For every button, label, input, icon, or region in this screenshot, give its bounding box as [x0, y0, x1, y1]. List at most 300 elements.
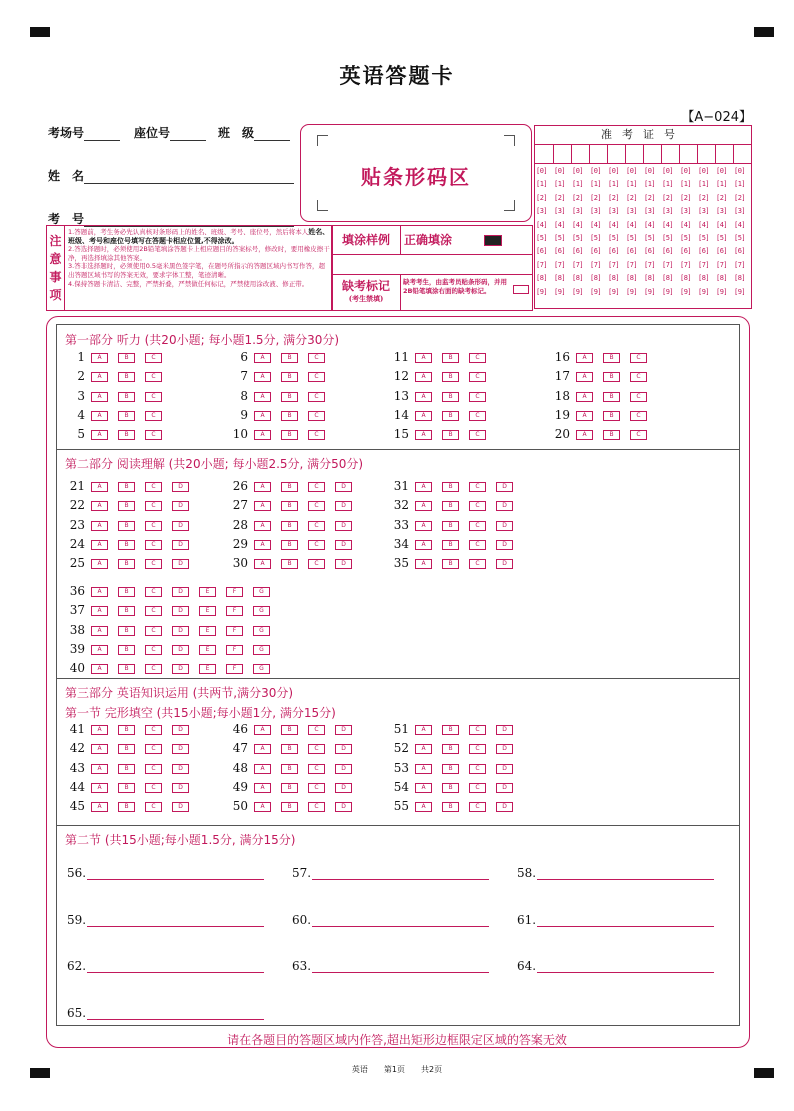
answer-bubble-8-c[interactable]: C [308, 392, 325, 402]
answer-bubble-51-d[interactable]: D [496, 725, 513, 735]
answer-bubble-33-c[interactable]: C [469, 521, 486, 531]
admission-digit-bubble[interactable]: [8] [680, 274, 692, 283]
answer-bubble-36-e[interactable]: E [199, 587, 216, 597]
answer-bubble-24-b[interactable]: B [118, 540, 135, 550]
admission-cell[interactable] [535, 144, 554, 163]
answer-bubble-47-a[interactable]: A [254, 744, 271, 754]
answer-bubble-34-d[interactable]: D [496, 540, 513, 550]
answer-bubble-14-b[interactable]: B [442, 411, 459, 421]
admission-digit-bubble[interactable]: [5] [662, 234, 674, 242]
answer-bubble-38-g[interactable]: G [253, 626, 270, 636]
exam-room-field[interactable]: 考场号 [48, 124, 120, 141]
admission-digit-bubble[interactable]: [3] [680, 207, 692, 216]
admission-digit-bubble[interactable]: [8] [662, 274, 674, 283]
answer-bubble-40-a[interactable]: A [91, 664, 108, 674]
answer-bubble-41-a[interactable]: A [91, 725, 108, 735]
admission-digit-bubble[interactable]: [6] [716, 247, 728, 256]
answer-bubble-36-b[interactable]: B [118, 587, 135, 597]
admission-cell[interactable] [625, 144, 644, 163]
answer-bubble-6-b[interactable]: B [281, 353, 298, 363]
admission-digit-bubble[interactable]: [6] [608, 247, 620, 256]
admission-digit-bubble[interactable]: [2] [662, 193, 674, 202]
admission-digit-bubble[interactable]: [1] [608, 180, 620, 189]
admission-digit-bubble[interactable]: [7] [536, 260, 548, 269]
answer-bubble-51-c[interactable]: C [469, 725, 486, 735]
answer-bubble-7-a[interactable]: A [254, 372, 271, 382]
answer-bubble-12-b[interactable]: B [442, 372, 459, 382]
admission-digit-bubble[interactable]: [2] [536, 193, 548, 202]
answer-bubble-39-e[interactable]: E [199, 645, 216, 655]
answer-bubble-55-d[interactable]: D [496, 802, 513, 812]
answer-bubble-15-c[interactable]: C [469, 430, 486, 440]
answer-bubble-2-a[interactable]: A [91, 372, 108, 382]
answer-bubble-39-b[interactable]: B [118, 645, 135, 655]
answer-blank-63[interactable] [312, 972, 489, 973]
answer-bubble-28-b[interactable]: B [281, 521, 298, 531]
answer-bubble-40-c[interactable]: C [145, 664, 162, 674]
answer-bubble-48-a[interactable]: A [254, 764, 271, 774]
answer-bubble-14-a[interactable]: A [415, 411, 432, 421]
answer-bubble-24-a[interactable]: A [91, 540, 108, 550]
answer-bubble-32-b[interactable]: B [442, 501, 459, 511]
admission-digit-bubble[interactable]: [0] [554, 167, 566, 175]
answer-bubble-52-d[interactable]: D [496, 744, 513, 754]
admission-digit-bubble[interactable]: [6] [680, 247, 692, 256]
answer-bubble-38-e[interactable]: E [199, 626, 216, 636]
answer-bubble-45-c[interactable]: C [145, 802, 162, 812]
answer-bubble-11-a[interactable]: A [415, 353, 432, 363]
admission-digit-bubble[interactable]: [4] [716, 220, 728, 229]
answer-bubble-17-a[interactable]: A [576, 372, 593, 382]
admission-cell[interactable] [661, 144, 680, 163]
admission-digit-bubble[interactable]: [7] [590, 260, 602, 269]
admission-digit-bubble[interactable]: [2] [590, 193, 602, 202]
answer-bubble-40-b[interactable]: B [118, 664, 135, 674]
admission-digit-bubble[interactable]: [6] [644, 247, 656, 256]
admission-digit-bubble[interactable]: [2] [644, 193, 656, 202]
answer-bubble-18-b[interactable]: B [603, 392, 620, 402]
admission-digit-bubble[interactable]: [4] [680, 220, 692, 229]
admission-digit-bubble[interactable]: [6] [590, 247, 602, 256]
answer-bubble-42-b[interactable]: B [118, 744, 135, 754]
admission-digit-bubble[interactable]: [0] [716, 167, 728, 175]
admission-digit-bubble[interactable]: [9] [608, 287, 620, 296]
admission-digit-bubble[interactable]: [8] [554, 274, 566, 283]
answer-bubble-30-d[interactable]: D [335, 559, 352, 569]
answer-bubble-3-c[interactable]: C [145, 392, 162, 402]
answer-bubble-25-a[interactable]: A [91, 559, 108, 569]
answer-bubble-40-e[interactable]: E [199, 664, 216, 674]
admission-digit-bubble[interactable]: [3] [716, 207, 728, 216]
admission-digit-bubble[interactable]: [1] [572, 180, 584, 189]
answer-bubble-13-b[interactable]: B [442, 392, 459, 402]
admission-digit-bubble[interactable]: [3] [572, 207, 584, 216]
absent-mark-checkbox[interactable] [513, 285, 529, 294]
answer-bubble-32-a[interactable]: A [415, 501, 432, 511]
answer-bubble-24-c[interactable]: C [145, 540, 162, 550]
answer-bubble-24-d[interactable]: D [172, 540, 189, 550]
answer-bubble-43-b[interactable]: B [118, 764, 135, 774]
admission-cell[interactable] [589, 144, 608, 163]
answer-bubble-11-b[interactable]: B [442, 353, 459, 363]
answer-bubble-55-c[interactable]: C [469, 802, 486, 812]
answer-bubble-39-f[interactable]: F [226, 645, 243, 655]
answer-bubble-27-c[interactable]: C [308, 501, 325, 511]
answer-bubble-26-c[interactable]: C [308, 482, 325, 492]
answer-bubble-51-b[interactable]: B [442, 725, 459, 735]
answer-bubble-30-c[interactable]: C [308, 559, 325, 569]
answer-bubble-9-b[interactable]: B [281, 411, 298, 421]
answer-bubble-47-d[interactable]: D [335, 744, 352, 754]
answer-bubble-14-c[interactable]: C [469, 411, 486, 421]
answer-bubble-46-c[interactable]: C [308, 725, 325, 735]
answer-bubble-34-c[interactable]: C [469, 540, 486, 550]
admission-digit-bubble[interactable]: [8] [572, 274, 584, 283]
answer-bubble-10-b[interactable]: B [281, 430, 298, 440]
answer-bubble-2-b[interactable]: B [118, 372, 135, 382]
admission-digit-bubble[interactable]: [2] [698, 193, 710, 202]
admission-cell[interactable] [715, 144, 734, 163]
answer-bubble-54-a[interactable]: A [415, 783, 432, 793]
admission-digit-bubble[interactable]: [6] [626, 247, 638, 256]
admission-cell[interactable] [733, 144, 751, 163]
admission-digit-bubble[interactable]: [6] [734, 247, 746, 256]
answer-bubble-43-a[interactable]: A [91, 764, 108, 774]
admission-digit-bubble[interactable]: [4] [590, 220, 602, 229]
admission-digit-bubble[interactable]: [4] [662, 220, 674, 229]
answer-bubble-39-d[interactable]: D [172, 645, 189, 655]
answer-bubble-31-a[interactable]: A [415, 482, 432, 492]
name-field[interactable]: 姓 名 [48, 167, 294, 184]
admission-digit-bubble[interactable]: [5] [536, 234, 548, 242]
answer-bubble-4-a[interactable]: A [91, 411, 108, 421]
answer-bubble-50-b[interactable]: B [281, 802, 298, 812]
admission-digit-bubble[interactable]: [3] [554, 207, 566, 216]
answer-bubble-22-d[interactable]: D [172, 501, 189, 511]
answer-bubble-28-c[interactable]: C [308, 521, 325, 531]
answer-bubble-21-d[interactable]: D [172, 482, 189, 492]
answer-bubble-8-b[interactable]: B [281, 392, 298, 402]
answer-bubble-1-b[interactable]: B [118, 353, 135, 363]
answer-bubble-37-g[interactable]: G [253, 606, 270, 616]
answer-bubble-29-c[interactable]: C [308, 540, 325, 550]
admission-cell[interactable] [679, 144, 698, 163]
answer-bubble-1-a[interactable]: A [91, 353, 108, 363]
admission-digit-bubble[interactable]: [8] [590, 274, 602, 283]
admission-digit-bubble[interactable]: [3] [662, 207, 674, 216]
admission-digit-bubble[interactable]: [1] [716, 180, 728, 189]
admission-digit-bubble[interactable]: [7] [698, 260, 710, 269]
answer-bubble-39-a[interactable]: A [91, 645, 108, 655]
answer-bubble-5-c[interactable]: C [145, 430, 162, 440]
admission-digit-bubble[interactable]: [4] [644, 220, 656, 229]
answer-bubble-17-c[interactable]: C [630, 372, 647, 382]
answer-bubble-23-d[interactable]: D [172, 521, 189, 531]
answer-bubble-46-a[interactable]: A [254, 725, 271, 735]
answer-bubble-48-c[interactable]: C [308, 764, 325, 774]
admission-digit-bubble[interactable]: [4] [734, 220, 746, 229]
answer-bubble-53-d[interactable]: D [496, 764, 513, 774]
answer-bubble-20-c[interactable]: C [630, 430, 647, 440]
admission-digit-bubble[interactable]: [0] [644, 167, 656, 175]
admission-digit-bubble[interactable]: [5] [626, 234, 638, 242]
admission-digit-bubble[interactable]: [9] [590, 287, 602, 296]
admission-digit-bubble[interactable]: [1] [734, 180, 746, 189]
answer-bubble-16-b[interactable]: B [603, 353, 620, 363]
admission-digit-bubble[interactable]: [5] [734, 234, 746, 242]
admission-digit-bubble[interactable]: [9] [698, 287, 710, 296]
admission-digit-bubble[interactable]: [2] [680, 193, 692, 202]
answer-blank-65[interactable] [87, 1019, 264, 1020]
admission-digit-bubble[interactable]: [9] [662, 287, 674, 296]
answer-bubble-37-b[interactable]: B [118, 606, 135, 616]
admission-digit-bubble[interactable]: [1] [626, 180, 638, 189]
answer-bubble-37-f[interactable]: F [226, 606, 243, 616]
answer-blank-60[interactable] [312, 926, 489, 927]
answer-bubble-36-a[interactable]: A [91, 587, 108, 597]
answer-bubble-20-b[interactable]: B [603, 430, 620, 440]
answer-bubble-49-a[interactable]: A [254, 783, 271, 793]
admission-digit-bubble[interactable]: [0] [680, 167, 692, 175]
admission-digit-bubble[interactable]: [5] [680, 234, 692, 242]
answer-bubble-9-c[interactable]: C [308, 411, 325, 421]
answer-bubble-13-a[interactable]: A [415, 392, 432, 402]
admission-digit-bubble[interactable]: [0] [590, 167, 602, 175]
answer-bubble-50-a[interactable]: A [254, 802, 271, 812]
answer-bubble-19-b[interactable]: B [603, 411, 620, 421]
answer-bubble-45-a[interactable]: A [91, 802, 108, 812]
admission-digit-bubble[interactable]: [1] [590, 180, 602, 189]
answer-bubble-27-b[interactable]: B [281, 501, 298, 511]
admission-digit-bubble[interactable]: [0] [572, 167, 584, 175]
admission-digit-bubble[interactable]: [7] [554, 260, 566, 269]
admission-digit-bubble[interactable]: [2] [608, 193, 620, 202]
answer-bubble-55-b[interactable]: B [442, 802, 459, 812]
admission-digit-bubble[interactable]: [8] [536, 274, 548, 283]
admission-digit-bubble[interactable]: [9] [536, 287, 548, 296]
admission-digit-bubble[interactable]: [8] [608, 274, 620, 283]
admission-digit-bubble[interactable]: [3] [590, 207, 602, 216]
answer-bubble-30-a[interactable]: A [254, 559, 271, 569]
answer-bubble-30-b[interactable]: B [281, 559, 298, 569]
admission-digit-bubble[interactable]: [4] [608, 220, 620, 229]
answer-bubble-53-c[interactable]: C [469, 764, 486, 774]
answer-blank-62[interactable] [87, 972, 264, 973]
admission-digit-bubble[interactable]: [8] [734, 274, 746, 283]
admission-cell[interactable] [553, 144, 572, 163]
answer-bubble-2-c[interactable]: C [145, 372, 162, 382]
admission-digit-bubble[interactable]: [9] [734, 287, 746, 296]
answer-bubble-29-b[interactable]: B [281, 540, 298, 550]
answer-bubble-6-c[interactable]: C [308, 353, 325, 363]
admission-digit-bubble[interactable]: [9] [680, 287, 692, 296]
answer-bubble-18-c[interactable]: C [630, 392, 647, 402]
answer-bubble-36-d[interactable]: D [172, 587, 189, 597]
admission-digit-bubble[interactable]: [8] [626, 274, 638, 283]
answer-bubble-39-c[interactable]: C [145, 645, 162, 655]
answer-bubble-48-d[interactable]: D [335, 764, 352, 774]
answer-blank-61[interactable] [537, 926, 714, 927]
admission-digit-bubble[interactable]: [9] [554, 287, 566, 296]
admission-digit-bubble[interactable]: [7] [626, 260, 638, 269]
answer-bubble-7-b[interactable]: B [281, 372, 298, 382]
answer-bubble-41-b[interactable]: B [118, 725, 135, 735]
admission-digit-bubble[interactable]: [3] [734, 207, 746, 216]
answer-bubble-5-a[interactable]: A [91, 430, 108, 440]
admission-digit-bubble[interactable]: [7] [680, 260, 692, 269]
answer-bubble-38-a[interactable]: A [91, 626, 108, 636]
answer-bubble-37-e[interactable]: E [199, 606, 216, 616]
answer-blank-56[interactable] [87, 879, 264, 880]
admission-digit-bubble[interactable]: [3] [608, 207, 620, 216]
admission-digit-bubble[interactable]: [6] [662, 247, 674, 256]
answer-bubble-25-c[interactable]: C [145, 559, 162, 569]
answer-bubble-16-c[interactable]: C [630, 353, 647, 363]
admission-digit-bubble[interactable]: [5] [608, 234, 620, 242]
answer-bubble-1-c[interactable]: C [145, 353, 162, 363]
answer-bubble-55-a[interactable]: A [415, 802, 432, 812]
answer-bubble-26-b[interactable]: B [281, 482, 298, 492]
admission-digit-bubble[interactable]: [2] [734, 193, 746, 202]
answer-bubble-8-a[interactable]: A [254, 392, 271, 402]
answer-bubble-4-b[interactable]: B [118, 411, 135, 421]
answer-bubble-45-d[interactable]: D [172, 802, 189, 812]
answer-bubble-54-d[interactable]: D [496, 783, 513, 793]
answer-bubble-25-b[interactable]: B [118, 559, 135, 569]
answer-bubble-18-a[interactable]: A [576, 392, 593, 402]
admission-digit-bubble[interactable]: [5] [716, 234, 728, 242]
answer-bubble-37-c[interactable]: C [145, 606, 162, 616]
answer-bubble-42-d[interactable]: D [172, 744, 189, 754]
answer-bubble-15-a[interactable]: A [415, 430, 432, 440]
answer-bubble-52-b[interactable]: B [442, 744, 459, 754]
answer-bubble-12-c[interactable]: C [469, 372, 486, 382]
answer-bubble-52-a[interactable]: A [415, 744, 432, 754]
answer-blank-57[interactable] [312, 879, 489, 880]
admission-digit-bubble[interactable]: [1] [698, 180, 710, 189]
admission-digit-bubble[interactable]: [8] [644, 274, 656, 283]
answer-bubble-47-c[interactable]: C [308, 744, 325, 754]
admission-cell[interactable] [643, 144, 662, 163]
answer-blank-58[interactable] [537, 879, 714, 880]
admission-digit-bubble[interactable]: [6] [698, 247, 710, 256]
answer-bubble-53-a[interactable]: A [415, 764, 432, 774]
admission-digit-bubble[interactable]: [9] [716, 287, 728, 296]
answer-bubble-21-b[interactable]: B [118, 482, 135, 492]
answer-bubble-52-c[interactable]: C [469, 744, 486, 754]
admission-digit-bubble[interactable]: [9] [626, 287, 638, 296]
admission-digit-bubble[interactable]: [1] [680, 180, 692, 189]
answer-bubble-45-b[interactable]: B [118, 802, 135, 812]
admission-digit-bubble[interactable]: [6] [572, 247, 584, 256]
answer-bubble-6-a[interactable]: A [254, 353, 271, 363]
answer-bubble-32-c[interactable]: C [469, 501, 486, 511]
admission-digit-bubble[interactable]: [2] [572, 193, 584, 202]
answer-bubble-19-c[interactable]: C [630, 411, 647, 421]
answer-bubble-10-a[interactable]: A [254, 430, 271, 440]
admission-cell[interactable] [697, 144, 716, 163]
answer-bubble-53-b[interactable]: B [442, 764, 459, 774]
admission-digit-bubble[interactable]: [7] [716, 260, 728, 269]
admission-digit-bubble[interactable]: [5] [644, 234, 656, 242]
admission-digit-bubble[interactable]: [2] [716, 193, 728, 202]
answer-bubble-35-c[interactable]: C [469, 559, 486, 569]
admission-digit-bubble[interactable]: [6] [554, 247, 566, 256]
admission-digit-bubble[interactable]: [4] [698, 220, 710, 229]
answer-bubble-40-g[interactable]: G [253, 664, 270, 674]
answer-bubble-42-c[interactable]: C [145, 744, 162, 754]
answer-bubble-44-d[interactable]: D [172, 783, 189, 793]
answer-bubble-10-c[interactable]: C [308, 430, 325, 440]
answer-bubble-28-a[interactable]: A [254, 521, 271, 531]
admission-digit-bubble[interactable]: [0] [734, 167, 746, 175]
class-field[interactable]: 班 级 [218, 124, 290, 141]
answer-bubble-27-d[interactable]: D [335, 501, 352, 511]
admission-digit-bubble[interactable]: [7] [734, 260, 746, 269]
answer-bubble-54-c[interactable]: C [469, 783, 486, 793]
admission-digit-bubble[interactable]: [4] [536, 220, 548, 229]
answer-bubble-49-b[interactable]: B [281, 783, 298, 793]
admission-digit-bubble[interactable]: [0] [608, 167, 620, 175]
admission-digit-bubble[interactable]: [3] [536, 207, 548, 216]
admission-digit-bubble[interactable]: [4] [554, 220, 566, 229]
answer-bubble-38-f[interactable]: F [226, 626, 243, 636]
answer-bubble-33-d[interactable]: D [496, 521, 513, 531]
admission-digit-bubble[interactable]: [3] [626, 207, 638, 216]
admission-digit-bubble[interactable]: [5] [554, 234, 566, 242]
answer-bubble-9-a[interactable]: A [254, 411, 271, 421]
answer-bubble-5-b[interactable]: B [118, 430, 135, 440]
admission-digit-bubble[interactable]: [0] [626, 167, 638, 175]
admission-digit-bubble[interactable]: [0] [536, 167, 548, 175]
answer-bubble-41-c[interactable]: C [145, 725, 162, 735]
answer-bubble-23-a[interactable]: A [91, 521, 108, 531]
answer-bubble-46-d[interactable]: D [335, 725, 352, 735]
answer-bubble-42-a[interactable]: A [91, 744, 108, 754]
admission-cell[interactable] [571, 144, 590, 163]
answer-bubble-16-a[interactable]: A [576, 353, 593, 363]
answer-bubble-41-d[interactable]: D [172, 725, 189, 735]
answer-bubble-3-a[interactable]: A [91, 392, 108, 402]
admission-digit-bubble[interactable]: [8] [716, 274, 728, 283]
admission-digit-bubble[interactable]: [9] [572, 287, 584, 296]
admission-digit-bubble[interactable]: [7] [644, 260, 656, 269]
answer-bubble-22-b[interactable]: B [118, 501, 135, 511]
answer-bubble-34-b[interactable]: B [442, 540, 459, 550]
answer-bubble-23-c[interactable]: C [145, 521, 162, 531]
answer-bubble-21-c[interactable]: C [145, 482, 162, 492]
answer-bubble-27-a[interactable]: A [254, 501, 271, 511]
answer-bubble-21-a[interactable]: A [91, 482, 108, 492]
answer-bubble-48-b[interactable]: B [281, 764, 298, 774]
answer-bubble-28-d[interactable]: D [335, 521, 352, 531]
answer-blank-64[interactable] [537, 972, 714, 973]
answer-bubble-51-a[interactable]: A [415, 725, 432, 735]
admission-digit-bubble[interactable]: [9] [644, 287, 656, 296]
admission-digit-bubble[interactable]: [1] [644, 180, 656, 189]
answer-bubble-37-a[interactable]: A [91, 606, 108, 616]
answer-bubble-43-c[interactable]: C [145, 764, 162, 774]
answer-bubble-38-b[interactable]: B [118, 626, 135, 636]
answer-bubble-50-c[interactable]: C [308, 802, 325, 812]
answer-bubble-20-a[interactable]: A [576, 430, 593, 440]
answer-bubble-12-a[interactable]: A [415, 372, 432, 382]
answer-bubble-35-a[interactable]: A [415, 559, 432, 569]
admission-digit-bubble[interactable]: [8] [698, 274, 710, 283]
answer-bubble-37-d[interactable]: D [172, 606, 189, 616]
answer-bubble-3-b[interactable]: B [118, 392, 135, 402]
exam-id-field[interactable]: 考 号 [48, 210, 294, 227]
